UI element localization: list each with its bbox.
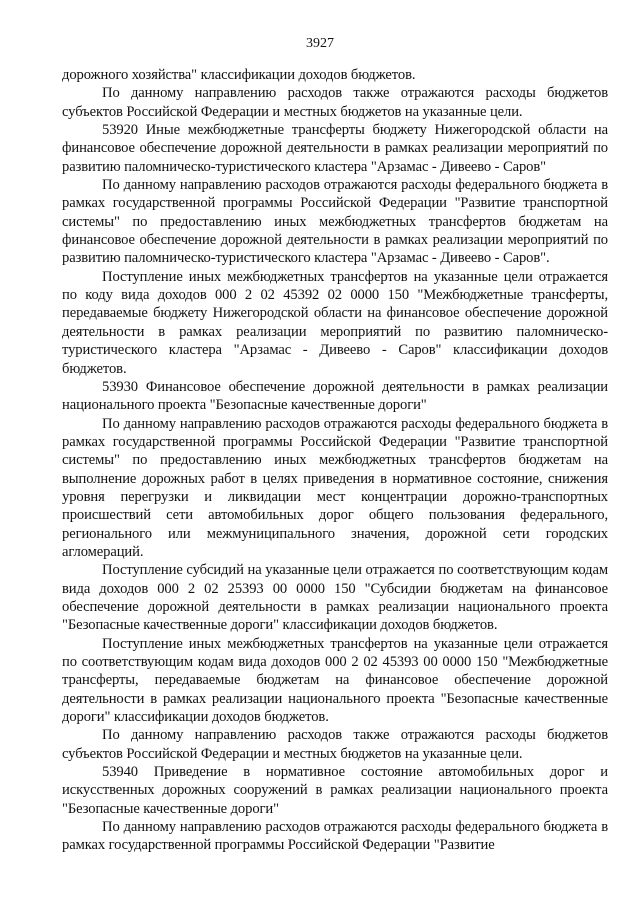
paragraph-7: По данному направлению расходов отражаются расходы федерального бюджета в рамках государственной программы Российской Федерации "Развитие транспортной системы" по предоставлению иных межбюджетных трансфертов бюджетам на выполнение дорожных работ в целях приведения в нормативное состояние, снижения уровня перегрузки и ликвидации мест концентрации дорожно-транспортных происшествий сети автомобильных дорог общего пользования федерального, регионального или межмуниципального значения, дорожной сети городских агломераций.: [62, 415, 608, 560]
paragraph-10: По данному направлению расходов также отражаются расходы бюджетов субъектов Российской Федерации и местных бюджетов на указанные цели.: [62, 727, 608, 762]
paragraph-6: 53930 Финансовое обеспечение дорожной деятельности в рамках реализации национального проекта "Безопасные качественные дороги": [62, 378, 608, 414]
document-body: [62, 66, 608, 855]
paragraph-3: 53920 Иные межбюджетные трансферты бюджету Нижегородской области на финансовое обеспечение дорожной деятельности в рамках реализации мероприятий по развитию паломническо-туристического кластера "Арзамас - Дивеево - Саров": [62, 122, 608, 175]
paragraph-5: Поступление иных межбюджетных трансфертов на указанные цели отражается по коду вида доходов 000 2 02 45392 02 0000 150 "Межбюджетные трансферты, передаваемые бюджету Нижегородской области на финансовое обеспечение дорожной деятельности в рамках реализации мероприятий по развитию паломническо-туристического кластера "Арзамас - Дивеево - Саров" классификации доходов бюджетов.: [62, 268, 608, 377]
page-number: 3927: [306, 36, 334, 51]
paragraph-9: Поступление иных межбюджетных трансфертов на указанные цели отражается по соответствующим кодам вида доходов 000 2 02 45393 00 0000 150 "Межбюджетные трансферты, передаваемые бюджетам на финансовое обеспечение дорожной деятельности в рамках реализации национального проекта "Безопасные качественные дороги" классификации доходов бюджетов.: [62, 635, 608, 726]
paragraph-4: По данному направлению расходов отражаются расходы федерального бюджета в рамках государственной программы Российской Федерации "Развитие транспортной системы" по предоставлению иных межбюджетных трансфертов бюджетам на финансовое обеспечение дорожной деятельности в рамках реализации мероприятий по развитию паломническо-туристического кластера "Арзамас - Дивеево - Саров".: [62, 177, 608, 267]
paragraph-11: 53940 Приведение в нормативное состояние автомобильных дорог и искусственных дорожных сооружений в рамках реализации национального проекта "Безопасные качественные дороги": [62, 764, 608, 817]
paragraph-12: По данному направлению расходов отражаются расходы федерального бюджета в рамках государственной программы Российской Федерации "Развитие: [62, 819, 608, 854]
paragraph-1: дорожного хозяйства" классификации доходов бюджетов.: [62, 67, 416, 83]
paragraph-2: По данному направлению расходов также отражаются расходы бюджетов субъектов Российской Федерации и местных бюджетов на указанные цели.: [62, 85, 608, 120]
paragraph-8: Поступление субсидий на указанные цели отражается по соответствующим кодам вида доходов 000 2 02 25393 00 0000 150 "Субсидии бюджетам на финансовое обеспечение дорожной деятельности в рамках реализации национального проекта "Безопасные качественные дороги" классификации доходов бюджетов.: [62, 562, 608, 634]
